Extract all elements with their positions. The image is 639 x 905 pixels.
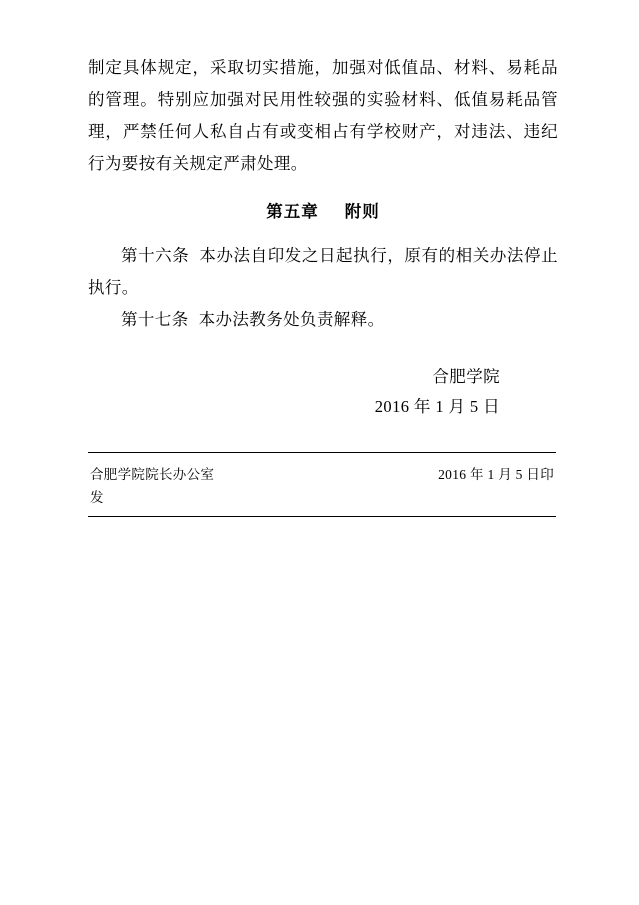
footer-print-date: 2016 年 1 月 5 日印 [438,467,554,482]
footer-issuer-continued: 发 [90,490,104,505]
article-17-text: 本办法教务处负责解释。 [198,310,385,329]
article-16-label: 第十六条 [121,246,190,265]
document-body [88,52,558,422]
body-paragraph: 制定具体规定，采取切实措施，加强对低值品、材料、易耗品的管理。特别应加强对民用性较强的实验材料、低值易耗品管理，严禁任何人私自占有或变相占有学校财产，对违法、违纪行为要按有关规定严肃处理。 [88,58,558,173]
footer-bottom-rule [88,516,556,517]
article-16-text: 本办法自印发之日起执行，原有的相关办法停止执行。 [88,246,558,297]
article-17 [88,304,558,336]
signature-block [88,362,558,422]
signature-organization: 合肥学院 [432,367,500,386]
article-17-label: 第十七条 [121,310,189,329]
footer-row [88,453,556,487]
article-16 [88,240,558,304]
signature-date: 2016 年 1 月 5 日 [374,397,500,416]
chapter-title: 附则 [344,202,380,221]
document-footer [88,452,556,517]
chapter-heading [88,180,558,240]
footer-issuer: 合肥学院院长办公室 [90,467,215,482]
chapter-number: 第五章 [266,202,319,221]
